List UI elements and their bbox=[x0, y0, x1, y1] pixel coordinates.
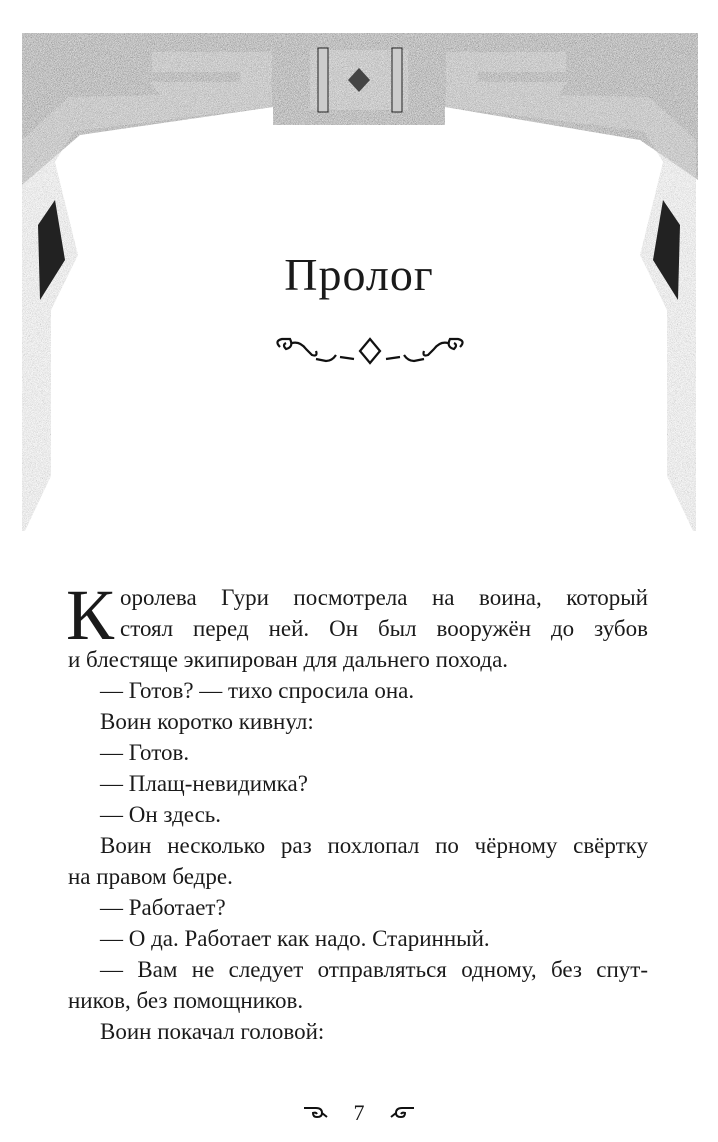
right-swirl-icon bbox=[390, 1100, 416, 1126]
text-line: Воин несколько раз похлопал по чёрному свёртку bbox=[100, 833, 648, 858]
text-line: стоял перед ней. Он был вооружён до зубов bbox=[120, 616, 648, 641]
text-line: оролева Гури посмотрела на воина, который bbox=[120, 585, 648, 610]
text-line: Воин коротко кивнул: bbox=[100, 709, 314, 734]
left-swirl-icon bbox=[302, 1100, 328, 1126]
flourish-ornament-icon bbox=[270, 333, 470, 369]
prologue-text bbox=[66, 575, 648, 1047]
text-line: на правом бедре. bbox=[68, 864, 233, 889]
text-line: — Готов? — тихо спросила она. bbox=[100, 678, 415, 703]
text-line: — Плащ-невидимка? bbox=[100, 771, 308, 796]
text-line: — Вам не следует отправляться одному, без спут- bbox=[100, 957, 648, 982]
text-line: ников, без помощников. bbox=[68, 988, 304, 1013]
text-line: — О да. Работает как надо. Старинный. bbox=[100, 926, 490, 951]
text-line: — Он здесь. bbox=[100, 802, 222, 827]
text-line: — Готов. bbox=[100, 740, 190, 765]
keystone bbox=[310, 48, 408, 112]
text-line: и блестяще экипирован для дальнего похода. bbox=[68, 647, 509, 672]
page-footer bbox=[0, 1098, 718, 1126]
text-line: Воин покачал головой: bbox=[100, 1019, 325, 1044]
text-line: — Работает? bbox=[100, 895, 226, 920]
page-number: 7 bbox=[353, 1099, 365, 1125]
chapter-title: Пролог bbox=[284, 249, 434, 300]
drop-cap: К bbox=[66, 575, 115, 655]
